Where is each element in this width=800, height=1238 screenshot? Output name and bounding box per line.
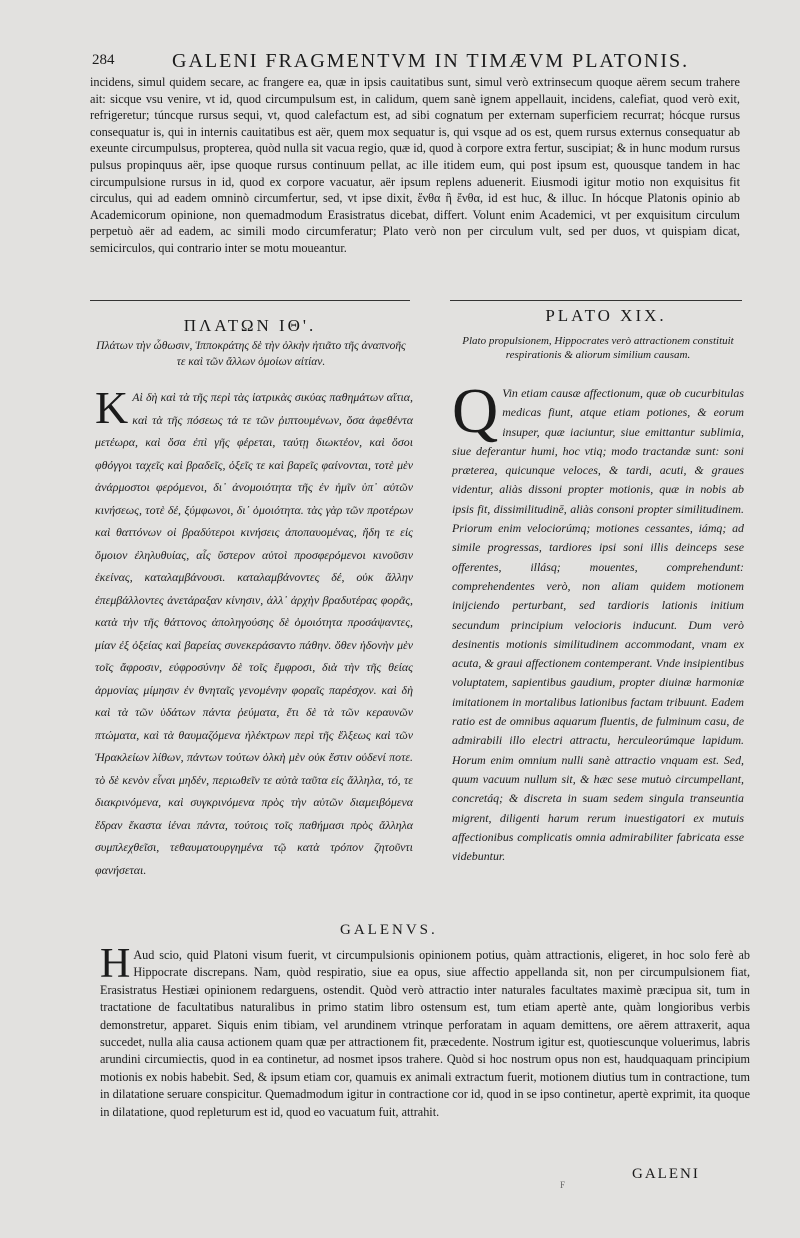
running-title: GALENI FRAGMENTVM IN TIMÆVM PLATONIS.	[172, 50, 690, 72]
latin-body	[452, 375, 744, 866]
greek-summary: Πλάτων τὴν ὦθωσιν, Ἱπποκράτης δὲ τὴν ὁλκὴν ἠτιᾶτο τῆς ἀναπνοῆς τε καὶ τῶν ἄλλων ὁμοίων αἰτίαν.	[96, 340, 406, 368]
latin-body-text: Vin etiam causæ affectionum, quæ ob cucurbitulas medicas fiunt, atque etiam potiones, & eorum insuper, quæ iaciuntur, siue emittantur sublimia, siue deferantur humi, hoc vtiq; modo tractandæ sunt: soni præterea, quicunque veloces, & tardi, acuti, & graues videntur, aliàs dissoni propter motionis, quæ in nobis ab ipsis fit, dissimilitudinē, aliàs consoni propter similitudinem. Priorum enim velociorúmq; motiones cessantes, iámq; ad simile progressas, tardiores ipsi soni illis deinceps sese offerentes, illásq; mouentes, comprehendunt: comprehendentes verò, non aliam quidem motionem inijciendo perturbant, sed tardioris lationis initium secundum principium velocioris inducunt. Dum verò desinentis motionis similitudinem accommodant, vnam ex acuta, & graui affectionem contemperant. Vnde insipientibus voluptatem, sapientibus gaudium, propter diuinæ harmoniæ imitationem in mortalibus lationibus factam tribuunt. Eadem ratio est de omnibus aquarum fluentis, de fulminum casu, de admirabili illo electri attractu, herculeorúmque lapidum. Horum enim omnium nulli sanè attractio vnquam est. Sed, quum vacuum nullum sit, & hæc sese mutuò circumpellant, concretáq; & discreta in suam sedem singula transeuntia migrent, diligenti harum rerum inuestigatori ex mutuis affectionibus complicatis omnia admirabiliter fabricata esse videbuntur.	[452, 386, 744, 864]
galen-dropcap: H	[100, 941, 131, 987]
page-number: 284	[92, 52, 115, 68]
latin-summary: Plato propulsionem, Hippocrates verò attractionem constituit respirationis & aliorum similium causam.	[462, 335, 734, 361]
greek-dropcap: Κ	[95, 382, 129, 433]
greek-column-rule	[90, 300, 410, 301]
latin-heading: PLATO XIX.	[545, 306, 667, 325]
signature-mark: F	[560, 1180, 566, 1190]
greek-body-text: Αὶ δὴ καὶ τὰ τῆς περὶ τὰς ἰατρικὰς σικύας παθημάτων αἴτια, καὶ τὰ τῆς πόσεως τά τε τῶν ῥιπτουμένων, ὅσα ἀφεθέντα μετέωρα, καὶ ὅσα ἐπὶ γῆς φέρεται, ταύτῃ διωκτέον, καὶ ὅσοι φθόγγοι ταχεῖς καὶ βραδεῖς, ὀξεῖς τε καὶ βαρεῖς φαίνονται, τοτὲ μὲν ἀνάρμοστοι φερόμενοι, δι᾽ ἀνομοιότητα τῆς ἐν ἡμῖν ὑπ᾽ αὐτῶν κινήσεως, τοτὲ δέ, ξύμφωνοι, δι᾽ ὁμοιότητα. τὰς γὰρ τῶν προτέρων καὶ θαττόνων οἱ βραδύτεροι κινήσεις ἀποπαυομένας, ἤδη τε εἰς ὅμοιον ἐληλυθυίας, αἷς ὕστερον αὐτοὶ προσφερόμενοι κινοῦσιν ἐκείνας, καταλαμβάνουσι. καταλαμβάνοντες δέ, οὐκ ἄλλην ἐπεμβάλλοντες ἀνετάραξαν κίνησιν, ἀλλ᾽ ἀρχὴν βραδυτέρας φορᾶς, κατὰ τὴν τῆς θάττονος ἀποληγούσης δὲ ὁμοιότητα προσάψαντες, μίαν ἐξ ὀξείας καὶ βαρείας συνεκεράσαντο πάθην. ὅθεν ἡδονὴν μὲν τοῖς ἄφροσιν, εὐφροσύνην δὲ τοῖς ἔμφροσι, διὰ τὴν τῆς θείας ἁρμονίας μίμησιν ἐν θνηταῖς γενομένην φοραῖς παρέσχον. καὶ δὴ καὶ τὰ τῶν ὑδάτων πάντα ῥεύματα, ἔτι δὲ τὰ τῶν κεραυνῶν πτώματα, καὶ τὰ θαυμαζόμενα ἠλέκτρων περὶ τῆς ἕλξεως καὶ τῶν Ἡρακλείων λίθων, πάντων τούτων ὁλκὴ μὲν οὐκ ἔστιν οὐδενί ποτε. τὸ δὲ κενὸν εἶναι μηδέν, περιωθεῖν τε αὑτὰ ταῦτα εἰς ἄλληλα, τό, τε διακρινόμενα, καὶ συγκρινόμενα πρὸς τὴν αὑτῶν διαμειβόμενα ἕδραν ἕκαστα ἰέναι πάντα, τούτοις τοῖς παθήμασι πρὸς ἄλληλα συμπλεχθεῖσι, τεθαυματουργημένα τῷ κατὰ τρόπον ζητοῦντι φανήσεται.	[95, 390, 413, 877]
galen-heading: GALENVS.	[340, 922, 438, 938]
latin-dropcap: Q	[452, 375, 499, 446]
galen-body-text: Aud scio, quid Platoni visum fuerit, vt circumpulsionis opinionem potius, quàm attractionis, eligeret, in hoc solo ferè ab Hippocrate discrepans. Nam, quòd respiratio, siue ea opus, siue affectio appellanda sit, non per circumpulsionem fiat, Erasistratus Hestiæi opinionem redarguens, ostendit. Quòd verò attractio inter naturales facultates maximè præcipua sit, tum in tractatione de facultatibus naturalibus in primo statim libro ostensum est, tum etiam apertè ante, quàm longioribus verbis demonstretur, apparet. Siquis enim tibiam, vel arundinem vtrinque perforatam in aquam demittens, ore aërem attraxerit, aqua succedet, nulla alia causa actionem quam quæ per attractionem fit, præcedente. Nostrum igitur est, quotiescunque voluerimus, labris arundini circumiectis, quod in ea continetur, ad nosmet ipsos trahere. Quòd si hoc nostrum opus non est, haudquaquam principium motionis ex nobis habebit. Sed, & ipsum etiam cor, quamuis ex animali extractum fuerit, motionem diutius tum in contractione, tum in dilatatione seruare conspicitur. Quemadmodum igitur in contractione cor id, quod in se ipso continetur, apertè exprimit, ita quoque in dilatatione, quod repleturum est id, quod eo vacuatum fuit, attrahit.	[100, 948, 750, 1119]
catchword: GALENI	[632, 1166, 700, 1182]
greek-heading: ΠΛΑΤΩΝ ΙΘ'.	[183, 316, 317, 335]
greek-body	[95, 382, 413, 881]
galen-commentary	[100, 941, 750, 1121]
top-paragraph: incidens, simul quidem secare, ac frangere ea, quæ in ipsis cauitatibus sunt, simul verò extrinsecum quoque aërem secum trahere ait: sicque vsu venire, vt id, quod circumpulsum est, in calidum, quem sanè ignem appellauit, incidens, calefiat, quod verò exit, refrigeretur; túncque rursus sequi, vt, quod calefactum est, ad sibi cognatum per externam superficiem recurrat; hócque rursus consequatur is, qui in internis cauitatibus est aër, quem mox sequatur is, qui vsque ad os est, quem rursus externus consequatur ab exeunte circumpulsus, propterea, quòd nulla sit vacua regio, quæ id, quod à corpore extra fertur, suscipiat; & in hunc modum rursus pulsus propinquus aër, ipse quoque rursus continuum pellat, ac ille itidem eum, qui post ipsum est, quousque tandem in hac circumpulsione rursus in id, quod ex corpore vacuatur, aër ipsum replens aduenerit. Eiusmodi igitur motio non exquisitus fit circulus, qui ad eadem omninò circumfertur, sed, vt ipse dixit, ἔνθα ἢ ἔνθα, id est huc, & illuc. In hócque Platonis opinio ab Academicorum opinione, non quemadmodum Erasistratus dicebat, differt. Volunt enim Academici, vt per exquisitum circulum perpetuò aër ad eadem, ac simili modo circumferatur; Plato verò non per circulum vult, sed per duos, vt quispiam dicat, semicirculos, qui contrario inter se motu moueantur.	[90, 75, 740, 255]
latin-column-rule	[450, 300, 742, 301]
